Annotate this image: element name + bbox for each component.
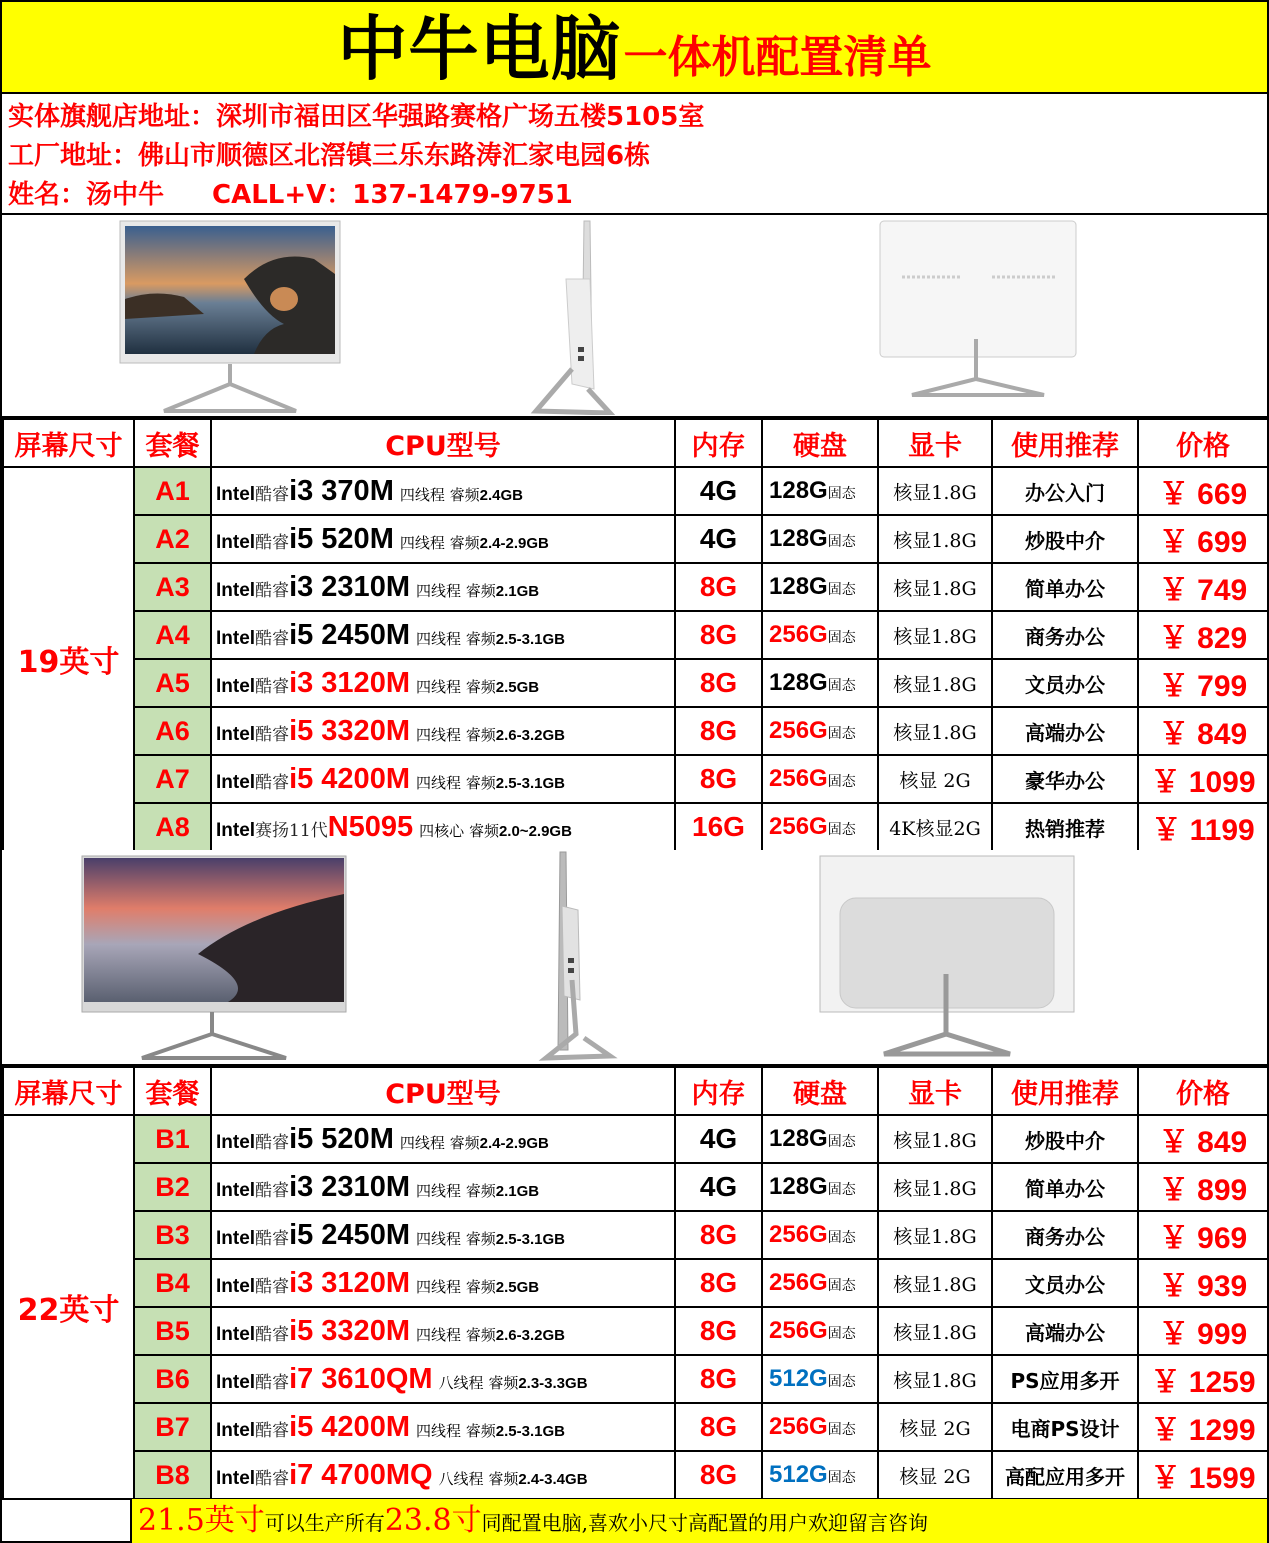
page-title: 中牛电脑 (337, 8, 622, 90)
cpu-detail: 四线程 睿频2.5-3.1GB (415, 773, 565, 792)
usage-recommendation: 豪华办公 (992, 755, 1138, 803)
cpu-series: 酷睿 (255, 484, 290, 505)
package-id: A3 (134, 563, 211, 611)
cpu-series: 酷睿 (255, 580, 290, 601)
disk-size: 128G固态 (762, 1115, 878, 1163)
cpu-model (211, 611, 675, 659)
cpu-model-number: i3 3120M (289, 666, 410, 699)
package-id: B2 (134, 1163, 211, 1211)
cpu-model-number: i7 4700MQ (289, 1458, 433, 1491)
cpu-model (211, 1307, 675, 1355)
disk-size: 256G固态 (762, 755, 878, 803)
price: ￥ 1259 (1138, 1355, 1268, 1403)
col-header-cpu: CPU型号 (211, 419, 675, 467)
col-header-size: 屏幕尺寸 (3, 419, 134, 467)
package-id: B5 (134, 1307, 211, 1355)
usage-recommendation: 高配应用多开 (992, 1451, 1138, 1499)
table-row (3, 1451, 1268, 1499)
ram-size: 8G (675, 755, 762, 803)
cpu-series: 酷睿 (255, 1372, 290, 1393)
monitor-front-icon (114, 219, 346, 415)
package-id: B3 (134, 1211, 211, 1259)
cpu-brand: Intel (216, 819, 256, 841)
usage-recommendation: 高端办公 (992, 707, 1138, 755)
spec-table-19 (2, 418, 1269, 852)
usage-recommendation: 电商PS设计 (992, 1403, 1138, 1451)
gpu-spec: 核显1.8G (878, 515, 992, 563)
disk-size: 256G固态 (762, 1403, 878, 1451)
monitor-back-icon (872, 219, 1082, 415)
gpu-spec: 核显1.8G (878, 563, 992, 611)
monitor-side-icon (522, 219, 622, 415)
ram-size: 4G (675, 515, 762, 563)
table-row (3, 611, 1268, 659)
disk-size: 128G固态 (762, 563, 878, 611)
footer-size-b: 23.8寸 (384, 1503, 482, 1538)
cpu-model (211, 803, 675, 851)
table-header-row (3, 1067, 1268, 1115)
usage-recommendation: 热销推荐 (992, 803, 1138, 851)
table-row (3, 707, 1268, 755)
cpu-brand: Intel (216, 771, 256, 793)
product-photos-22 (2, 850, 1267, 1066)
cpu-model (211, 1211, 675, 1259)
ram-size: 8G (675, 707, 762, 755)
monitor-front-icon (78, 854, 350, 1062)
price: ￥ 1599 (1138, 1451, 1268, 1499)
cpu-brand: Intel (216, 675, 256, 697)
ram-size: 8G (675, 1307, 762, 1355)
disk-size: 128G固态 (762, 467, 878, 515)
col-header-ram: 内存 (675, 419, 762, 467)
disk-size: 128G固态 (762, 515, 878, 563)
package-id: B8 (134, 1451, 211, 1499)
cpu-series: 酷睿 (255, 1132, 290, 1153)
disk-size: 512G固态 (762, 1355, 878, 1403)
usage-recommendation: 高端办公 (992, 1307, 1138, 1355)
table-row (3, 659, 1268, 707)
cpu-detail: 四线程 睿频2.5-3.1GB (415, 1421, 565, 1440)
gpu-spec: 核显 2G (878, 1451, 992, 1499)
col-header-price: 价格 (1138, 1067, 1268, 1115)
cpu-detail: 四线程 睿频2.4GB (399, 485, 523, 504)
cpu-series: 酷睿 (255, 1276, 290, 1297)
usage-recommendation: 文员办公 (992, 1259, 1138, 1307)
col-header-price: 价格 (1138, 419, 1268, 467)
ram-size: 8G (675, 1211, 762, 1259)
gpu-spec: 核显1.8G (878, 707, 992, 755)
gpu-spec: 核显1.8G (878, 1163, 992, 1211)
price: ￥ 969 (1138, 1211, 1268, 1259)
usage-recommendation: 炒股中介 (992, 515, 1138, 563)
cpu-detail: 四线程 睿频2.6-3.2GB (415, 1325, 565, 1344)
gpu-spec: 核显1.8G (878, 611, 992, 659)
cpu-model (211, 1403, 675, 1451)
gpu-spec: 核显1.8G (878, 1355, 992, 1403)
package-id: B4 (134, 1259, 211, 1307)
col-header-cpu: CPU型号 (211, 1067, 675, 1115)
cpu-detail: 四线程 睿频2.5GB (415, 677, 540, 696)
cpu-model (211, 755, 675, 803)
col-header-gpu: 显卡 (878, 1067, 992, 1115)
cpu-brand: Intel (216, 1419, 256, 1441)
footer-text-a: 可以生产所有 (264, 1511, 385, 1535)
cpu-brand: Intel (216, 579, 256, 601)
disk-size: 512G固态 (762, 1451, 878, 1499)
cpu-series: 酷睿 (255, 676, 290, 697)
cpu-model-number: i7 3610QM (289, 1362, 433, 1395)
screen-size: 19英寸 (3, 467, 134, 851)
footer-size-a: 21.5英寸 (138, 1503, 265, 1538)
package-id: A7 (134, 755, 211, 803)
table-row (3, 467, 1268, 515)
col-header-ram: 内存 (675, 1067, 762, 1115)
spec-table-22 (2, 1066, 1269, 1500)
ram-size: 8G (675, 1355, 762, 1403)
store-address: 实体旗舰店地址：深圳市福田区华强路赛格广场五楼5105室 (8, 102, 705, 132)
gpu-spec: 核显1.8G (878, 659, 992, 707)
cpu-model-number: i5 520M (289, 522, 394, 555)
cpu-brand: Intel (216, 1467, 256, 1489)
cpu-model (211, 1451, 675, 1499)
table-body-22 (3, 1115, 1268, 1499)
package-id: B6 (134, 1355, 211, 1403)
cpu-detail: 四线程 睿频2.1GB (415, 581, 540, 600)
cpu-series: 酷睿 (255, 1324, 290, 1345)
cpu-detail: 四线程 睿频2.5-3.1GB (415, 1229, 565, 1248)
page-subtitle: 一体机配置清单 (623, 32, 932, 83)
cpu-series: 酷睿 (255, 628, 290, 649)
cpu-model-number: i3 370M (289, 474, 394, 507)
package-id: A4 (134, 611, 211, 659)
table-row (3, 1307, 1268, 1355)
cpu-series: 酷睿 (255, 532, 290, 553)
contact-phone: CALL+V：137-1479-9751 (212, 180, 573, 210)
cpu-brand: Intel (216, 1275, 256, 1297)
gpu-spec: 核显 2G (878, 755, 992, 803)
cpu-series: 酷睿 (255, 724, 290, 745)
table-row (3, 1211, 1268, 1259)
price: ￥ 829 (1138, 611, 1268, 659)
disk-size: 128G固态 (762, 1163, 878, 1211)
cpu-model (211, 515, 675, 563)
cpu-brand: Intel (216, 1323, 256, 1345)
cpu-series: 赛扬11代 (255, 820, 328, 841)
price: ￥ 939 (1138, 1259, 1268, 1307)
price: ￥ 1099 (1138, 755, 1268, 803)
cpu-brand: Intel (216, 531, 256, 553)
package-id: B1 (134, 1115, 211, 1163)
table-row (3, 1163, 1268, 1211)
usage-recommendation: 炒股中介 (992, 1115, 1138, 1163)
cpu-model-number: i5 4200M (289, 1410, 410, 1443)
price: ￥ 669 (1138, 467, 1268, 515)
table-row (3, 563, 1268, 611)
cpu-model (211, 563, 675, 611)
ram-size: 16G (675, 803, 762, 851)
disk-size: 256G固态 (762, 803, 878, 851)
cpu-model (211, 707, 675, 755)
cpu-model (211, 1355, 675, 1403)
cpu-brand: Intel (216, 1179, 256, 1201)
cpu-detail: 四核心 睿频2.0~2.9GB (419, 821, 572, 840)
gpu-spec: 核显1.8G (878, 1259, 992, 1307)
ram-size: 8G (675, 1403, 762, 1451)
table-row (3, 1259, 1268, 1307)
cpu-detail: 四线程 睿频2.4-2.9GB (399, 533, 549, 552)
table-row (3, 803, 1268, 851)
cpu-model-number: i5 2450M (289, 1218, 410, 1251)
ram-size: 4G (675, 1163, 762, 1211)
table-body-19 (3, 467, 1268, 851)
price: ￥ 849 (1138, 1115, 1268, 1163)
cpu-detail: 八线程 睿频2.3-3.3GB (438, 1373, 588, 1392)
package-id: A5 (134, 659, 211, 707)
cpu-model-number: i3 2310M (289, 1170, 410, 1203)
gpu-spec: 核显1.8G (878, 1115, 992, 1163)
price: ￥ 799 (1138, 659, 1268, 707)
footer-note (2, 1499, 1267, 1543)
disk-size: 256G固态 (762, 1259, 878, 1307)
cpu-model-number: i5 520M (289, 1122, 394, 1155)
cpu-detail: 四线程 睿频2.5GB (415, 1277, 540, 1296)
col-header-size: 屏幕尺寸 (3, 1067, 134, 1115)
cpu-detail: 四线程 睿频2.1GB (415, 1181, 540, 1200)
price: ￥ 1299 (1138, 1403, 1268, 1451)
package-id: A1 (134, 467, 211, 515)
product-photos-19 (2, 215, 1267, 418)
cpu-series: 酷睿 (255, 1180, 290, 1201)
cpu-brand: Intel (216, 627, 256, 649)
cpu-model-number: i5 2450M (289, 618, 410, 651)
price: ￥ 899 (1138, 1163, 1268, 1211)
cpu-model-number: i5 4200M (289, 762, 410, 795)
cpu-brand: Intel (216, 1371, 256, 1393)
ram-size: 8G (675, 611, 762, 659)
table-row (3, 1355, 1268, 1403)
cpu-detail: 四线程 睿频2.6-3.2GB (415, 725, 565, 744)
gpu-spec: 核显 2G (878, 1403, 992, 1451)
usage-recommendation: 办公入门 (992, 467, 1138, 515)
price: ￥ 749 (1138, 563, 1268, 611)
cpu-series: 酷睿 (255, 772, 290, 793)
cpu-model-number: N5095 (327, 810, 414, 843)
ram-size: 8G (675, 659, 762, 707)
cpu-model-number: i3 2310M (289, 570, 410, 603)
monitor-side-icon (532, 850, 622, 1062)
table-header-row (3, 419, 1268, 467)
ram-size: 4G (675, 1115, 762, 1163)
cpu-series: 酷睿 (255, 1228, 290, 1249)
cpu-model (211, 467, 675, 515)
cpu-series: 酷睿 (255, 1468, 290, 1489)
usage-recommendation: 简单办公 (992, 563, 1138, 611)
ram-size: 8G (675, 1451, 762, 1499)
monitor-back-icon (816, 854, 1078, 1062)
usage-recommendation: 商务办公 (992, 1211, 1138, 1259)
col-header-gpu: 显卡 (878, 419, 992, 467)
gpu-spec: 核显1.8G (878, 467, 992, 515)
package-id: A2 (134, 515, 211, 563)
gpu-spec: 核显1.8G (878, 1211, 992, 1259)
cpu-model-number: i5 3320M (289, 714, 410, 747)
cpu-model (211, 1115, 675, 1163)
price: ￥ 999 (1138, 1307, 1268, 1355)
col-header-disk: 硬盘 (762, 419, 878, 467)
usage-recommendation: 文员办公 (992, 659, 1138, 707)
table-row (3, 755, 1268, 803)
price: ￥ 849 (1138, 707, 1268, 755)
price: ￥ 699 (1138, 515, 1268, 563)
cpu-model (211, 659, 675, 707)
ram-size: 4G (675, 467, 762, 515)
gpu-spec: 4K核显2G (878, 803, 992, 851)
ram-size: 8G (675, 1259, 762, 1307)
footer-text-b: 同配置电脑,喜欢小尺寸高配置的用户欢迎留言咨询 (481, 1511, 928, 1535)
package-id: A6 (134, 707, 211, 755)
cpu-detail: 四线程 睿频2.4-2.9GB (399, 1133, 549, 1152)
price: ￥ 1199 (1138, 803, 1268, 851)
cpu-brand: Intel (216, 483, 256, 505)
cpu-model-number: i5 3320M (289, 1314, 410, 1347)
cpu-model (211, 1163, 675, 1211)
usage-recommendation: 商务办公 (992, 611, 1138, 659)
ram-size: 8G (675, 563, 762, 611)
disk-size: 256G固态 (762, 1307, 878, 1355)
disk-size: 256G固态 (762, 707, 878, 755)
cpu-model-number: i3 3120M (289, 1266, 410, 1299)
usage-recommendation: 简单办公 (992, 1163, 1138, 1211)
contact-line (8, 176, 1267, 215)
contact-info (2, 94, 1267, 215)
disk-size: 256G固态 (762, 1211, 878, 1259)
usage-recommendation: PS应用多开 (992, 1355, 1138, 1403)
cpu-detail: 八线程 睿频2.4-3.4GB (438, 1469, 588, 1488)
gpu-spec: 核显1.8G (878, 1307, 992, 1355)
col-header-use: 使用推荐 (992, 1067, 1138, 1115)
cpu-brand: Intel (216, 1131, 256, 1153)
col-header-package: 套餐 (134, 1067, 211, 1115)
col-header-package: 套餐 (134, 419, 211, 467)
cpu-series: 酷睿 (255, 1420, 290, 1441)
package-id: B7 (134, 1403, 211, 1451)
cpu-brand: Intel (216, 723, 256, 745)
table-row (3, 1403, 1268, 1451)
disk-size: 256G固态 (762, 611, 878, 659)
package-id: A8 (134, 803, 211, 851)
cpu-model (211, 1259, 675, 1307)
col-header-disk: 硬盘 (762, 1067, 878, 1115)
cpu-detail: 四线程 睿频2.5-3.1GB (415, 629, 565, 648)
factory-address: 工厂地址：佛山市顺德区北滘镇三乐东路涛汇家电园6栋 (8, 141, 651, 171)
col-header-use: 使用推荐 (992, 419, 1138, 467)
title-bar (2, 2, 1267, 94)
cpu-brand: Intel (216, 1227, 256, 1249)
table-row (3, 515, 1268, 563)
table-row (3, 1115, 1268, 1163)
screen-size: 22英寸 (3, 1115, 134, 1499)
contact-name: 姓名：汤中牛 (8, 180, 165, 210)
disk-size: 128G固态 (762, 659, 878, 707)
